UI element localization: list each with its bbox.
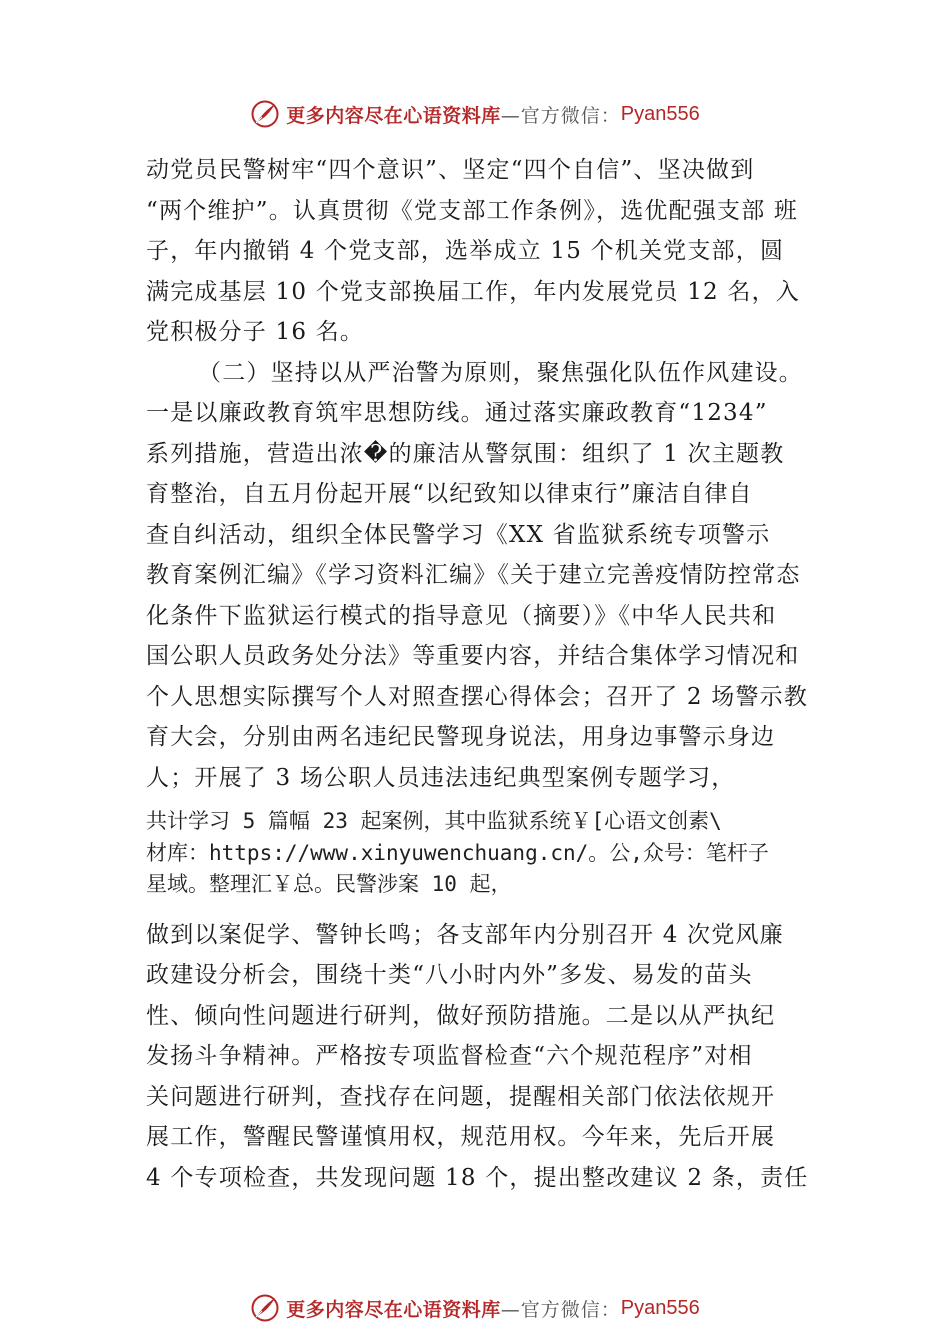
paragraph-line: 做到以案促学、警钟长鸣；各支部年内分别召开 4 次党风廉 <box>146 921 784 948</box>
paragraph-line: 政建设分析会，围绕十类“八小时内外”多发、易发的苗头 <box>146 962 753 988</box>
inserted-note-line: 共计学习 5 篇幅 23 起案例，其中监狱系统￥[心语文创素\ <box>146 809 722 833</box>
paragraph-line: 展工作，警醒民警谨慎用权，规范用权。今年来，先后开展 <box>146 1124 776 1150</box>
paragraph-line: 人；开展了 3 场公职人员违法违纪典型案例专题学习， <box>146 764 736 791</box>
quill-logo-icon <box>250 99 280 129</box>
section-heading-line: （二）坚持以从严治警为原则，聚焦强化队伍作风建设。 <box>198 359 803 386</box>
paragraph-line: 查自纠活动，组织全体民警学习《XX 省监狱系统专项警示 <box>146 521 771 548</box>
watermark-contact: —官方微信： <box>500 1298 621 1321</box>
paragraph-line: 关问题进行研判，查找存在问题，提醒相关部门依法依规开 <box>146 1083 776 1110</box>
watermark-handle: Pyan556 <box>620 1296 700 1319</box>
watermark-banner-top <box>0 96 950 132</box>
paragraph-line: 教育案例汇编》《学习资料汇编》《关于建立完善疫情防控常态 <box>146 562 801 588</box>
paragraph-line: 动党员民警树牢“四个意识”、坚定“四个自信”、坚决做到 <box>146 157 755 183</box>
watermark-handle: Pyan556 <box>620 102 700 125</box>
paragraph-line: 党积极分子 16 名。 <box>146 319 365 345</box>
paragraph-line: 满完成基层 10 个党支部换届工作，年内发展党员 12 名，入 <box>146 278 800 305</box>
paragraph-line: “两个维护”。认真贯彻《党支部工作条例》，选优配强支部 班 <box>146 197 799 224</box>
spacer <box>146 901 808 915</box>
watermark-brand: 更多内容尽在心语资料库 <box>286 1298 501 1321</box>
paragraph-line: 育整治，自五月份起开展“以纪致知以律束行”廉洁自律自 <box>146 481 753 507</box>
paragraph-line: 子，年内撤销 4 个党支部，选举成立 15 个机关党支部，圆 <box>146 238 785 264</box>
paragraph-line: 系列措施，营造出浓�的廉洁从警氛围：组织了 1 次主题教 <box>146 440 785 467</box>
paragraph-line: 国公职人员政务处分法》等重要内容，并结合集体学习情况和 <box>146 643 800 669</box>
watermark-contact: —官方微信： <box>500 104 621 127</box>
paragraph-line: 化条件下监狱运行模式的指导意见（摘要）》《中华人民共和 <box>146 602 777 629</box>
document-body <box>146 150 808 1198</box>
paragraph-line: 育大会，分别由两名违纪民警现身说法，用身边事警示身边 <box>146 724 776 750</box>
quill-logo-icon <box>250 1293 280 1323</box>
inserted-note-line: 材库：https://www.xinyuwenchuang.cn/。公,众号：笔杆子 <box>146 840 769 865</box>
inserted-note-line: 星域。整理汇￥总。民警涉案 10 起， <box>146 872 512 896</box>
paragraph-line: 一是以廉政教育筑牢思想防线。通过落实廉政教育“1234” <box>146 400 768 426</box>
spacer <box>146 798 808 806</box>
paragraph-line: 性、倾向性问题进行研判，做好预防措施。二是以从严执纪 <box>146 1002 776 1029</box>
watermark-banner-bottom <box>0 1290 950 1326</box>
paragraph-line: 4 个专项检查，共发现问题 18 个，提出整改建议 2 条，责任 <box>146 1164 809 1191</box>
paragraph-line: 发扬斗争精神。严格按专项监督检查“六个规范程序”对相 <box>146 1043 753 1069</box>
paragraph-line: 个人思想实际撰写个人对照查摆心得体会；召开了 2 场警示教 <box>146 683 809 710</box>
watermark-brand: 更多内容尽在心语资料库 <box>286 104 501 127</box>
